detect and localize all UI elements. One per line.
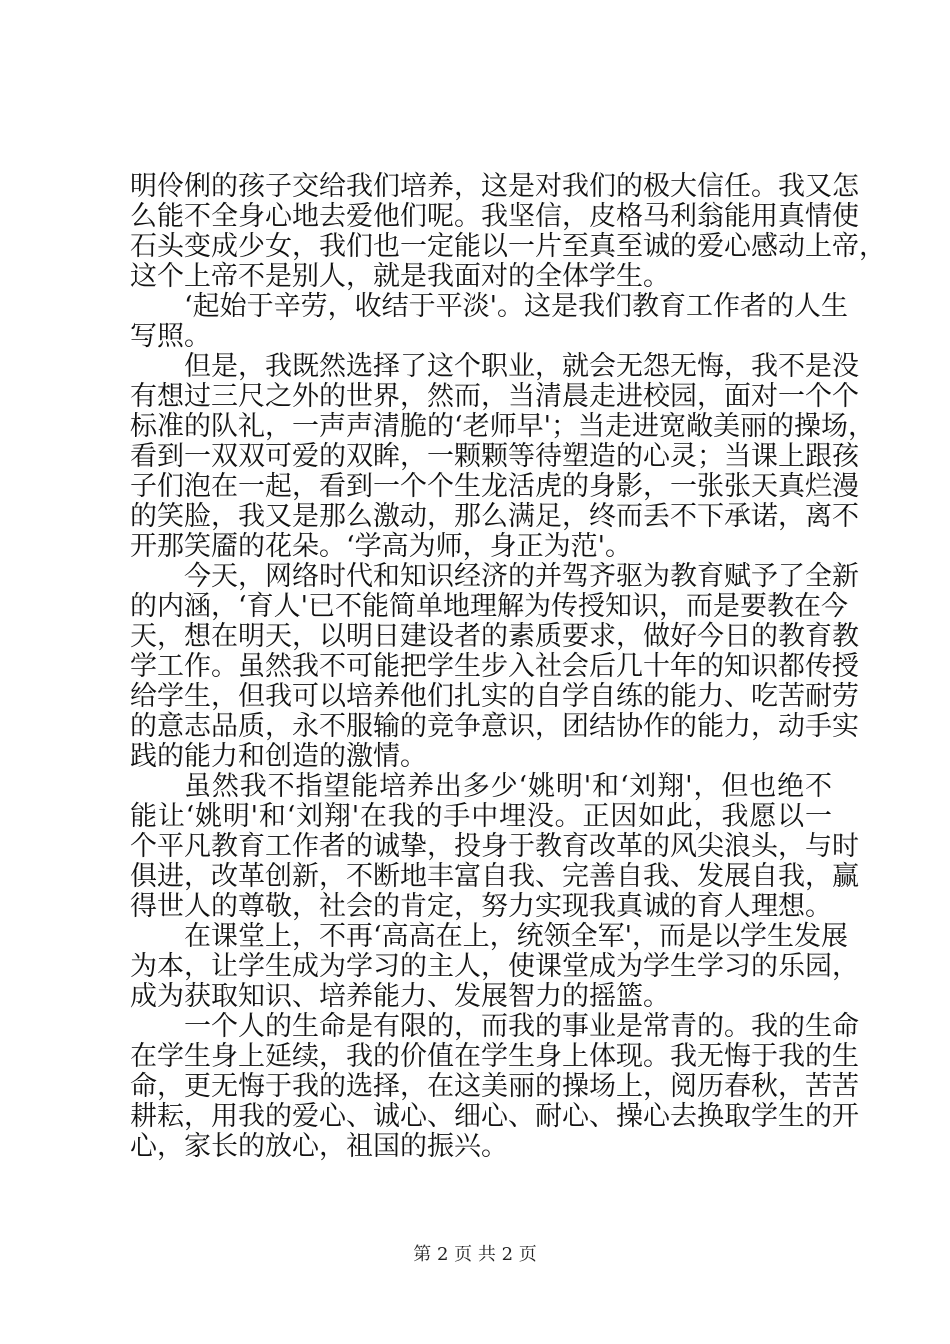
paragraph-line: 的笑脸，我又是那么激动，那么满足，终而丢不下承诺，离不 [130,501,859,532]
paragraph-line: 写照。 [130,321,211,352]
paragraph-line: 石头变成少女，我们也一定能以一片至真至诚的爱心感动上帝， [130,231,886,262]
paragraph-line: 今天，网络时代和知识经济的并驾齐驱为教育赋予了全新 [184,561,859,592]
paragraph [130,1011,859,1162]
paragraph-line: 得世人的尊敬，社会的肯定，努力实现我真诚的育人理想。 [130,891,832,922]
paragraph-line: 在课堂上，不再‘高高在上，统领全军'，而是以学生发展 [184,921,849,952]
paragraph [130,561,859,772]
paragraph-line: 命，更无悔于我的选择，在这美丽的操场上，阅历春秋，苦苦 [130,1071,859,1102]
paragraph-line: 心，家长的放心，祖国的振兴。 [130,1131,508,1162]
paragraph [130,921,859,1012]
paragraph-line: 子们泡在一起，看到一个个生龙活虎的身影，一张张天真烂漫 [130,471,859,502]
paragraph-line: 开那笑靥的花朵。‘学高为师，身正为范'。 [130,531,633,562]
paragraph-line: 的内涵，‘育人'已不能简单地理解为传授知识，而是要教在今 [130,591,849,622]
paragraph [130,351,876,562]
paragraph [130,171,886,292]
paragraph-line: ‘起始于辛劳，收结于平淡'。这是我们教育工作者的人生 [184,291,849,322]
paragraph [130,771,859,922]
paragraph-line: 耕耘，用我的爱心、诚心、细心、耐心、操心去换取学生的开 [130,1101,859,1132]
paragraph-line: 为本，让学生成为学习的主人，使课堂成为学生学习的乐园， [130,951,859,982]
paragraph-line: 学工作。虽然我不可能把学生步入社会后几十年的知识都传授 [130,651,859,682]
paragraph-line: 么能不全身心地去爱他们呢。我坚信，皮格马利翁能用真情使 [130,201,859,232]
paragraph-line: 看到一双双可爱的双眸，一颗颗等待塑造的心灵；当课上跟孩 [130,441,859,472]
document-body [130,171,886,1162]
paragraph-line: 一个人的生命是有限的，而我的事业是常青的。我的生命 [184,1011,859,1042]
paragraph-line: 天，想在明天，以明日建设者的素质要求，做好今日的教育教 [130,621,859,652]
paragraph-line: 个平凡教育工作者的诚挚，投身于教育改革的风尖浪头，与时 [130,831,859,862]
page-footer: 第 2 页 共 2 页 [413,1244,537,1265]
paragraph-line: 有想过三尺之外的世界，然而，当清晨走进校园，面对一个个 [130,381,859,412]
paragraph-line: 但是，我既然选择了这个职业，就会无怨无悔，我不是没 [184,351,859,382]
paragraph-line: 俱进，改革创新，不断地丰富自我、完善自我、发展自我，赢 [130,861,859,892]
paragraph-line: 虽然我不指望能培养出多少‘姚明'和‘刘翔'，但也绝不 [184,771,832,802]
paragraph-line: 的意志品质，永不服输的竞争意识，团结协作的能力，动手实 [130,711,859,742]
paragraph-line: 明伶俐的孩子交给我们培养，这是对我们的极大信任。我又怎 [130,171,859,202]
paragraph-line: 标准的队礼，一声声清脆的‘老师早'；当走进宽敞美丽的操场， [130,411,876,442]
paragraph-line: 在学生身上延续，我的价值在学生身上体现。我无悔于我的生 [130,1041,859,1072]
paragraph-line: 践的能力和创造的激情。 [130,741,427,772]
paragraph-line: 能让‘姚明'和‘刘翔'在我的手中埋没。正因如此，我愿以一 [130,801,832,832]
paragraph-line: 给学生，但我可以培养他们扎实的自学自练的能力、吃苦耐劳 [130,681,859,712]
paragraph-line: 成为获取知识、培养能力、发展智力的摇篮。 [130,981,670,1012]
paragraph-line: 这个上帝不是别人，就是我面对的全体学生。 [130,261,670,292]
paragraph [130,291,849,352]
